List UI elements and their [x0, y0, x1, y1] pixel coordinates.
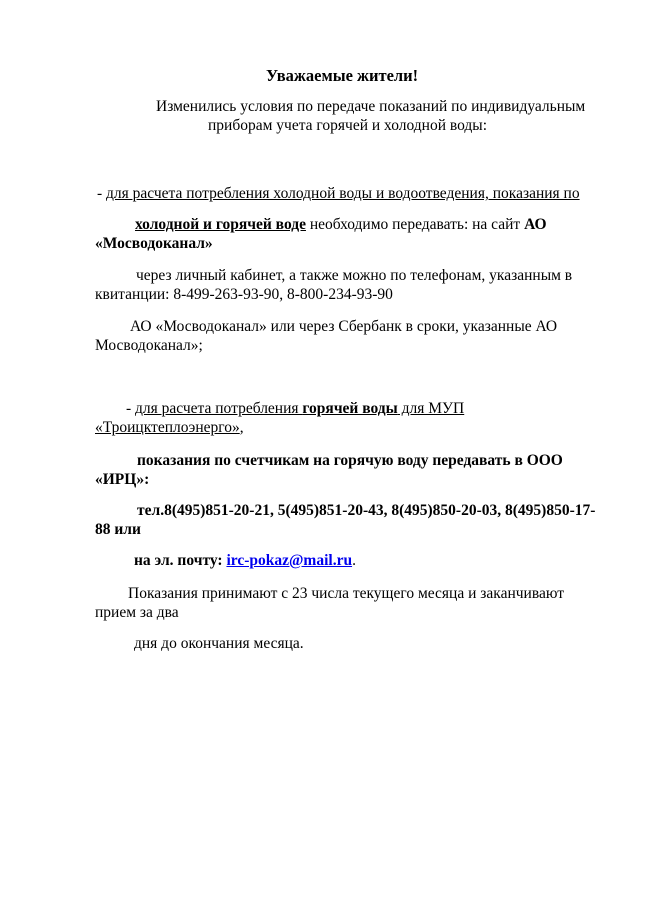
cold-water-condition: для расчета потребления холодной воды и водоотведения, показания по — [106, 185, 580, 202]
hot-water-condition-b: для МУП — [397, 400, 465, 417]
cold-water-line-7: Мосводоканал»; — [95, 337, 203, 354]
email-link[interactable]: irc-pokaz@mail.ru — [226, 552, 353, 569]
troitsk-teploenergo: «Троицктеплоэнерго» — [95, 419, 240, 436]
cold-water-line-4: через личный кабинет, а также можно по телефонам, указанным в — [136, 267, 573, 284]
intro-line-2: приборам учета горячей и холодной воды: — [208, 117, 488, 134]
schedule-line-3: дня до окончания месяца. — [134, 635, 304, 652]
email-label: на эл. почту: — [134, 552, 227, 569]
irc-name: «ИРЦ»: — [95, 471, 150, 488]
mosvodokanal-name: «Мосводоканал» — [95, 235, 213, 252]
cold-water-transmit-text: необходимо передавать: на сайт — [305, 216, 525, 233]
cold-water-dash: - — [97, 185, 107, 202]
irc-phones-cont: 88 или — [95, 521, 141, 538]
email-period: . — [352, 552, 356, 569]
cold-water-ao: АО — [524, 216, 547, 233]
intro-line-1: Изменились условия по передаче показаний по индивидуальным — [156, 98, 586, 115]
hot-water-line-3: показания по счетчикам на горячую воду передавать в ООО — [137, 452, 563, 469]
hot-water-emphasis: горячей воды — [302, 400, 398, 417]
cold-hot-water-emphasis: холодной и горячей воде — [135, 216, 306, 233]
cold-water-phones: квитанции: 8-499-263-93-90, 8-800-234-93-90 — [95, 286, 393, 303]
irc-phones: тел.8(495)851-20-21, 5(495)851-20-43, 8(495)850-20-03, 8(495)850-17- — [137, 502, 596, 519]
hot-water-line-2 — [95, 418, 244, 437]
hot-water-line-1 — [126, 399, 464, 418]
hot-water-dash: - — [126, 400, 136, 417]
hot-water-comma: , — [239, 419, 244, 436]
schedule-line-1: Показания принимают с 23 числа текущего месяца и заканчивают — [128, 585, 564, 602]
cold-water-line-2 — [135, 215, 547, 234]
cold-water-line-6: АО «Мосводоканал» или через Сбербанк в сроки, указанные АО — [130, 318, 558, 335]
hot-water-condition-a: для расчета потребления — [135, 400, 303, 417]
schedule-line-2: прием за два — [95, 604, 179, 621]
document-title: Уважаемые жители! — [266, 66, 419, 85]
cold-water-line-1 — [97, 184, 580, 203]
email-line — [134, 551, 356, 570]
